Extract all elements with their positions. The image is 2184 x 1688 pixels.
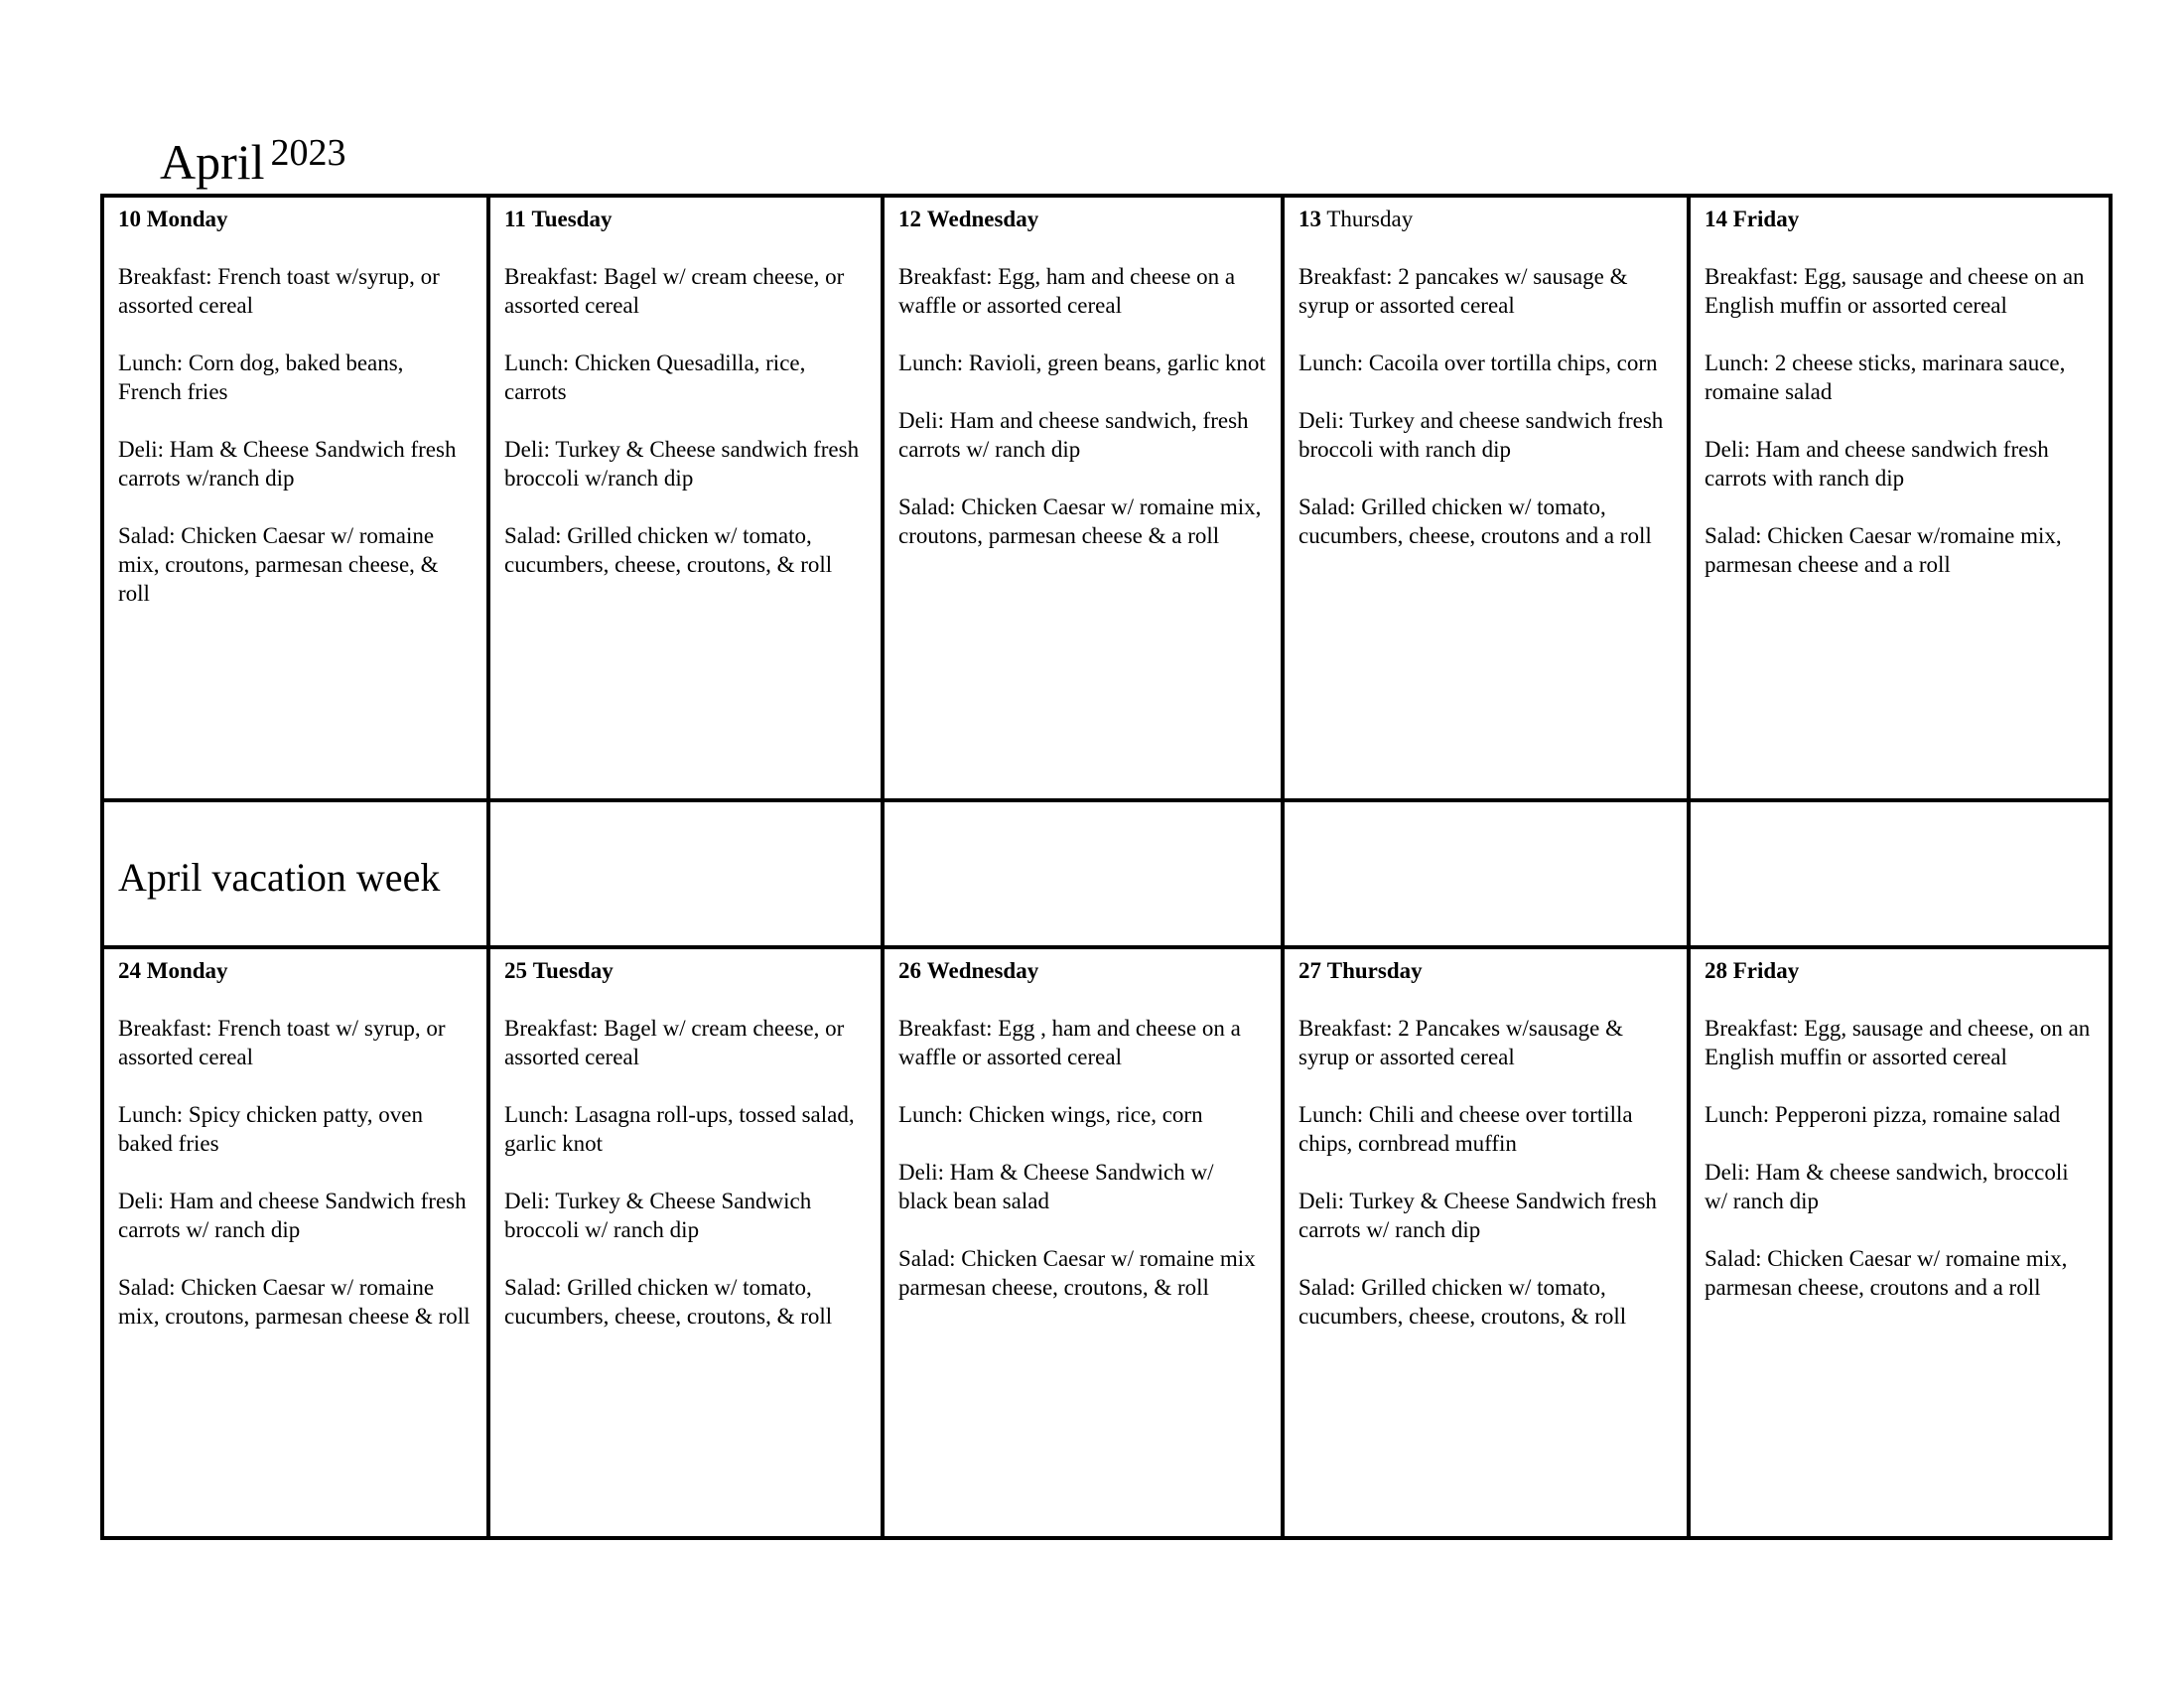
- lunch-item: Lunch: 2 cheese sticks, marinara sauce, romaine salad: [1705, 350, 2066, 404]
- day-header: [1705, 206, 2095, 234]
- salad-item: Salad: Grilled chicken w/ tomato, cucumbers, cheese, croutons, & roll: [504, 522, 833, 577]
- day-number: 27: [1298, 958, 1321, 983]
- day-header: [504, 206, 867, 234]
- day-name: Monday: [146, 207, 228, 231]
- deli-item: Deli: Ham and cheese sandwich fresh carrots with ranch dip: [1705, 436, 2049, 491]
- lunch-item: Lunch: Chili and cheese over tortilla chips, cornbread muffin: [1298, 1101, 1633, 1156]
- menu-calendar: [100, 194, 2113, 1540]
- day-number: 14: [1705, 207, 1727, 231]
- breakfast-item: Breakfast: Bagel w/ cream cheese, or assorted cereal: [504, 263, 845, 318]
- breakfast-item: Breakfast: Egg , ham and cheese on a waffle or assorted cereal: [898, 1015, 1241, 1069]
- day-number: 25: [504, 958, 527, 983]
- salad-item: Salad: Chicken Caesar w/ romaine mix, croutons, parmesan cheese, & roll: [118, 522, 439, 606]
- empty-cell: [488, 800, 883, 947]
- day-header: [504, 957, 867, 986]
- day-name: Wednesday: [926, 207, 1039, 231]
- title-year: 2023: [270, 132, 346, 174]
- lunch-item: Lunch: Chicken wings, rice, corn: [898, 1101, 1203, 1127]
- lunch-item: Lunch: Chicken Quesadilla, rice, carrots: [504, 350, 806, 404]
- breakfast-item: Breakfast: Egg, sausage and cheese on an English muffin or assorted cereal: [1705, 263, 2085, 318]
- deli-item: Deli: Turkey and cheese sandwich fresh broccoli with ranch dip: [1298, 407, 1664, 462]
- breakfast-item: Breakfast: 2 pancakes w/ sausage & syrup or assorted cereal: [1298, 263, 1628, 318]
- salad-item: Salad: Chicken Caesar w/ romaine mix, croutons, parmesan cheese & a roll: [898, 493, 1262, 548]
- day-cell-11: [488, 196, 883, 800]
- salad-item: Salad: Grilled chicken w/ tomato, cucumbers, cheese, croutons, & roll: [1298, 1274, 1627, 1329]
- day-header: [1298, 957, 1673, 986]
- salad-item: Salad: Chicken Caesar w/ romaine mix, croutons, parmesan cheese & roll: [118, 1274, 471, 1329]
- deli-item: Deli: Turkey & Cheese Sandwich fresh carrots w/ ranch dip: [1298, 1188, 1657, 1242]
- day-header: [898, 206, 1267, 234]
- day-name: Friday: [1732, 207, 1800, 231]
- breakfast-item: Breakfast: Egg, sausage and cheese, on an English muffin or assorted cereal: [1705, 1015, 2091, 1069]
- salad-item: Salad: Chicken Caesar w/ romaine mix parmesan cheese, croutons, & roll: [898, 1245, 1256, 1300]
- day-header: [1298, 206, 1673, 234]
- breakfast-item: Breakfast: 2 Pancakes w/sausage & syrup or assorted cereal: [1298, 1015, 1624, 1069]
- empty-cell: [1689, 800, 2111, 947]
- day-name: Friday: [1732, 958, 1800, 983]
- day-number: 10: [118, 207, 141, 231]
- vacation-row: [102, 800, 2111, 947]
- deli-item: Deli: Ham and cheese sandwich, fresh carrots w/ ranch dip: [898, 407, 1249, 462]
- deli-item: Deli: Ham and cheese Sandwich fresh carrots w/ ranch dip: [118, 1188, 467, 1242]
- deli-item: Deli: Ham & Cheese Sandwich fresh carrots w/ranch dip: [118, 436, 457, 491]
- day-number: 28: [1705, 958, 1727, 983]
- day-cell-28: [1689, 947, 2111, 1538]
- breakfast-item: Breakfast: Bagel w/ cream cheese, or assorted cereal: [504, 1015, 845, 1069]
- day-header: [118, 957, 473, 986]
- day-number: 11: [504, 207, 526, 231]
- day-name: Thursday: [1326, 958, 1423, 983]
- week-row-2: [102, 947, 2111, 1538]
- day-cell-27: [1283, 947, 1689, 1538]
- deli-item: Deli: Ham & cheese sandwich, broccoli w/ ranch dip: [1705, 1159, 2069, 1213]
- day-cell-26: [883, 947, 1283, 1538]
- vacation-cell: [102, 800, 488, 947]
- breakfast-item: Breakfast: French toast w/ syrup, or assorted cereal: [118, 1015, 446, 1069]
- breakfast-item: Breakfast: French toast w/syrup, or assorted cereal: [118, 263, 440, 318]
- day-cell-12: [883, 196, 1283, 800]
- day-name: Tuesday: [532, 958, 614, 983]
- lunch-item: Lunch: Pepperoni pizza, romaine salad: [1705, 1101, 2061, 1127]
- salad-item: Salad: Chicken Caesar w/romaine mix, parmesan cheese and a roll: [1705, 522, 2062, 577]
- lunch-item: Lunch: Cacoila over tortilla chips, corn: [1298, 350, 1658, 375]
- day-header: [1705, 957, 2095, 986]
- breakfast-item: Breakfast: Egg, ham and cheese on a waffle or assorted cereal: [898, 263, 1236, 318]
- empty-cell: [1283, 800, 1689, 947]
- day-header: [898, 957, 1267, 986]
- salad-item: Salad: Grilled chicken w/ tomato, cucumbers, cheese, croutons, & roll: [504, 1274, 833, 1329]
- vacation-label: April vacation week: [118, 855, 441, 900]
- day-number: 13: [1298, 207, 1321, 231]
- salad-item: Salad: Chicken Caesar w/ romaine mix, parmesan cheese, croutons and a roll: [1705, 1245, 2068, 1300]
- day-number: 12: [898, 207, 921, 231]
- lunch-item: Lunch: Lasagna roll-ups, tossed salad, garlic knot: [504, 1101, 855, 1156]
- day-name: Monday: [146, 958, 228, 983]
- lunch-item: Lunch: Corn dog, baked beans, French fries: [118, 350, 404, 404]
- day-cell-13: [1283, 196, 1689, 800]
- deli-item: Deli: Turkey & Cheese Sandwich broccoli w/ ranch dip: [504, 1188, 812, 1242]
- day-name: Tuesday: [531, 207, 613, 231]
- deli-item: Deli: Ham & Cheese Sandwich w/ black bean salad: [898, 1159, 1214, 1213]
- day-number: 24: [118, 958, 141, 983]
- lunch-item: Lunch: Spicy chicken patty, oven baked fries: [118, 1101, 424, 1156]
- day-cell-10: [102, 196, 488, 800]
- title-month: April: [160, 134, 265, 190]
- page-title: [160, 132, 346, 190]
- day-header: [118, 206, 473, 234]
- day-name: Thursday: [1326, 207, 1414, 231]
- day-name: Wednesday: [926, 958, 1039, 983]
- day-cell-25: [488, 947, 883, 1538]
- salad-item: Salad: Grilled chicken w/ tomato, cucumbers, cheese, croutons and a roll: [1298, 493, 1652, 548]
- lunch-item: Lunch: Ravioli, green beans, garlic knot: [898, 350, 1266, 375]
- day-cell-14: [1689, 196, 2111, 800]
- empty-cell: [883, 800, 1283, 947]
- deli-item: Deli: Turkey & Cheese sandwich fresh broccoli w/ranch dip: [504, 436, 860, 491]
- day-number: 26: [898, 958, 921, 983]
- day-cell-24: [102, 947, 488, 1538]
- week-row-1: [102, 196, 2111, 800]
